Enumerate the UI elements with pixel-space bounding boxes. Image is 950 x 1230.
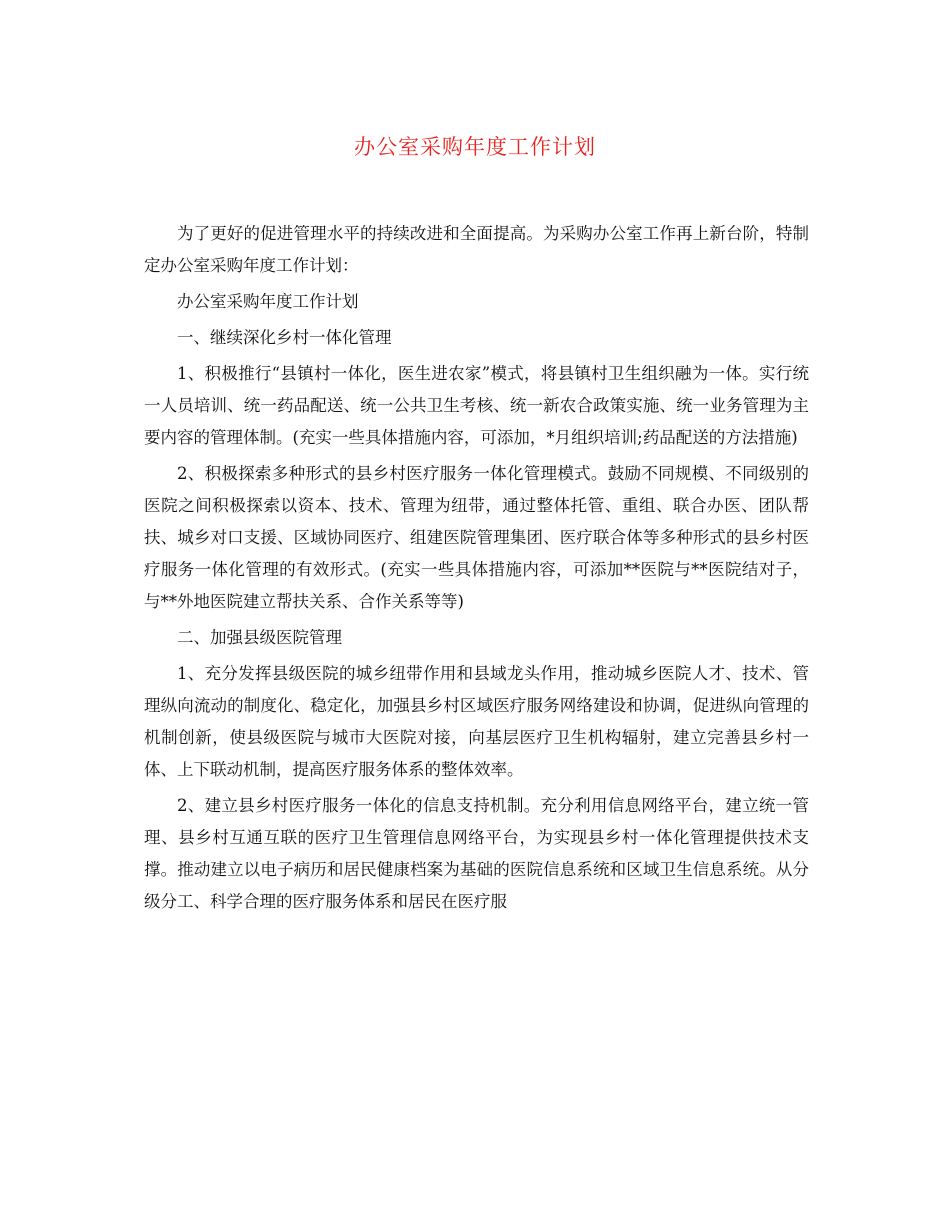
- paragraph-intro: 为了更好的促进管理水平的持续改进和全面提高。为采购办公室工作再上新台阶，特制定办公室采购年度工作计划：: [144, 224, 809, 275]
- paragraph-2-2: 2、建立县乡村医疗服务一体化的信息支持机制。充分利用信息网络平台，建立统一管理、县乡村互通互联的医疗卫生管理信息网络平台，为实现县乡村一体化管理提供技术支撑。推动建立以电子病历和居民健康档案为基础的医院信息系统和区域卫生信息系统。从分级分工、科学合理的医疗服务体系和居民在医疗服: [144, 796, 809, 911]
- paragraph-1-1: 1、积极推行“县镇村一体化，医生进农家”模式，将县镇村卫生组织融为一体。实行统一人员培训、统一药品配送、统一公共卫生考核、统一新农合政策实施、统一业务管理为主要内容的管理体制。(充实一些具体措施内容，可添加，*月组织培训;药品配送的方法措施): [144, 364, 809, 447]
- paragraph-2-1: 1、充分发挥县级医院的城乡纽带作用和县域龙头作用，推动城乡医院人才、技术、管理纵向流动的制度化、稳定化，加强县乡村区域医疗服务网络建设和协调，促进纵向管理的机制创新，使县级医院与城市大医院对接，向基层医疗卫生机构辐射，建立完善县乡村一体、上下联动机制，提高医疗服务体系的整体效率。: [144, 664, 809, 779]
- document-title: 办公室采购年度工作计划: [354, 135, 596, 159]
- paragraph-1-2: 2、积极探索多种形式的县乡村医疗服务一体化管理模式。鼓励不同规模、不同级别的医院之间积极探索以资本、技术、管理为纽带，通过整体托管、重组、联合办医、团队帮扶、城乡对口支援、区域协同医疗、组建医院管理集团、医疗联合体等多种形式的县乡村医疗服务一体化管理的有效形式。(充实一些具体措施内容，可添加**医院与**医院结对子，与**外地医院建立帮扶关系、合作关系等等): [144, 464, 809, 611]
- document-body: [144, 218, 809, 918]
- paragraph-plan-heading: 办公室采购年度工作计划: [177, 292, 359, 311]
- section-heading-1: 一、继续深化乡村一体化管理: [177, 328, 392, 347]
- section-heading-2: 二、加强县级医院管理: [177, 628, 342, 647]
